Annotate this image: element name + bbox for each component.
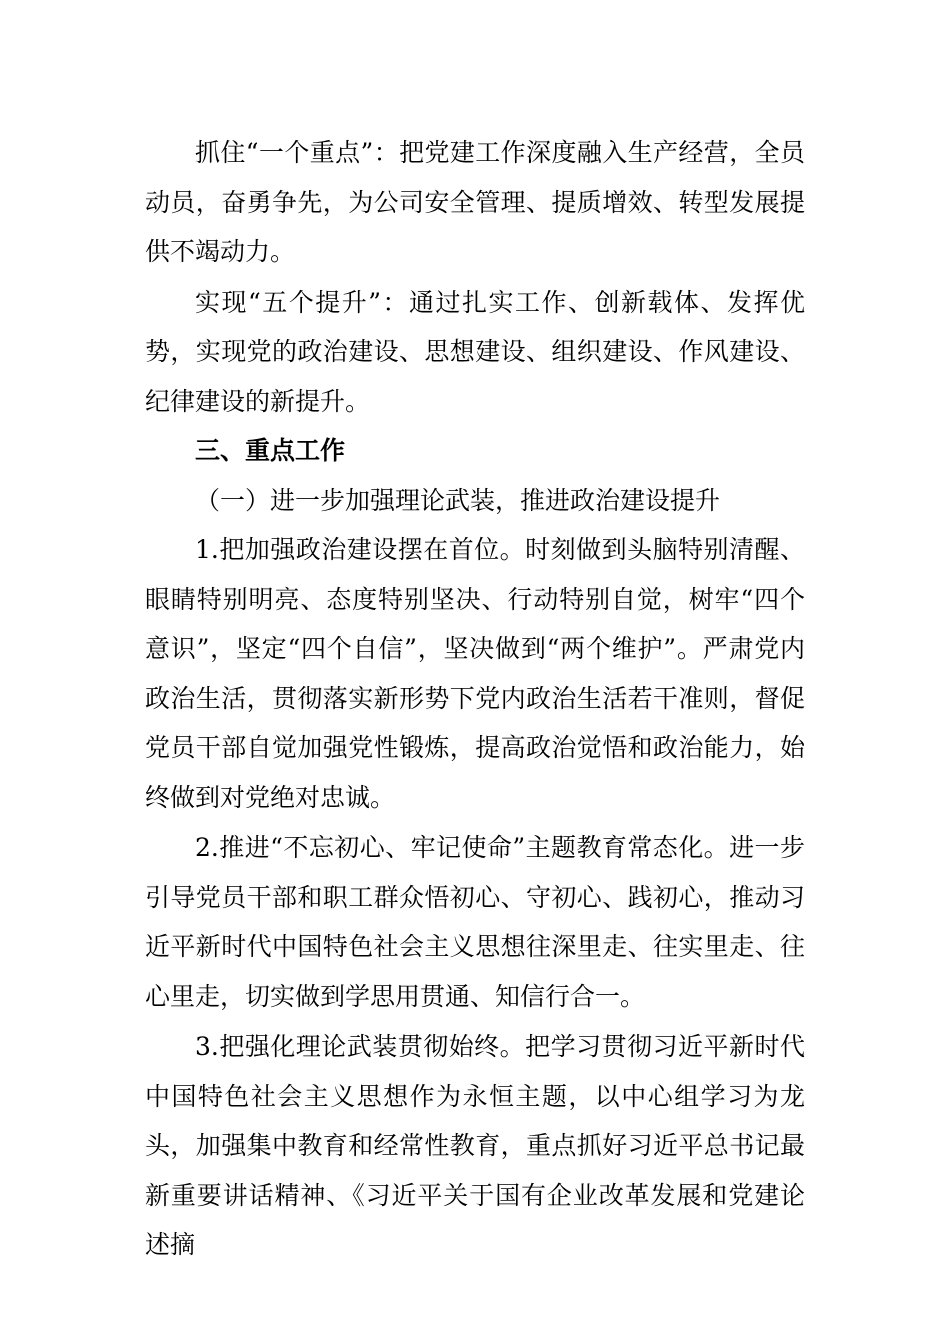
section-heading-key-work: 三、重点工作: [195, 436, 346, 465]
list-item-political-building: 1.把加强政治建设摆在首位。时刻做到头脑特别清醒、眼睛特别明亮、态度特别坚决、行动特别自觉，树牢“四个意识”，坚定“四个自信”，坚决做到“两个维护”。严肃党内政治生活，贯彻落实新形势下党内政治生活若干准则，督促党员干部自觉加强党性锻炼，提高政治觉悟和政治能力，始终做到对党绝对忠诚。: [145, 535, 805, 812]
paragraph-one-focus: 抓住“一个重点”：把党建工作深度融入生产经营，全员动员，奋勇争先，为公司安全管理、提质增效、转型发展提供不竭动力。: [145, 138, 805, 266]
list-item-theory-arming: 3.把强化理论武装贯彻始终。把学习贯彻习近平新时代中国特色社会主义思想作为永恒主题，以中心组学习为龙头，加强集中教育和经常性教育，重点抓好习近平总书记最新重要讲话精神、《习近平关于国有企业改革发展和党建论述摘: [145, 1032, 805, 1259]
subsection-heading-theory: （一）进一步加强理论武装，推进政治建设提升: [195, 485, 721, 515]
paragraph-five-improvements: 实现“五个提升”：通过扎实工作、创新载体、发挥优势，实现党的政治建设、思想建设、组织建设、作风建设、纪律建设的新提升。: [145, 287, 805, 416]
list-item-education: 2.推进“不忘初心、牢记使命”主题教育常态化。进一步引导党员干部和职工群众悟初心、守初心、践初心，推动习近平新时代中国特色社会主义思想往深里走、往实里走、往心里走，切实做到学思用贯通、知信行合一。: [145, 833, 805, 1011]
document-page: [145, 128, 805, 1270]
